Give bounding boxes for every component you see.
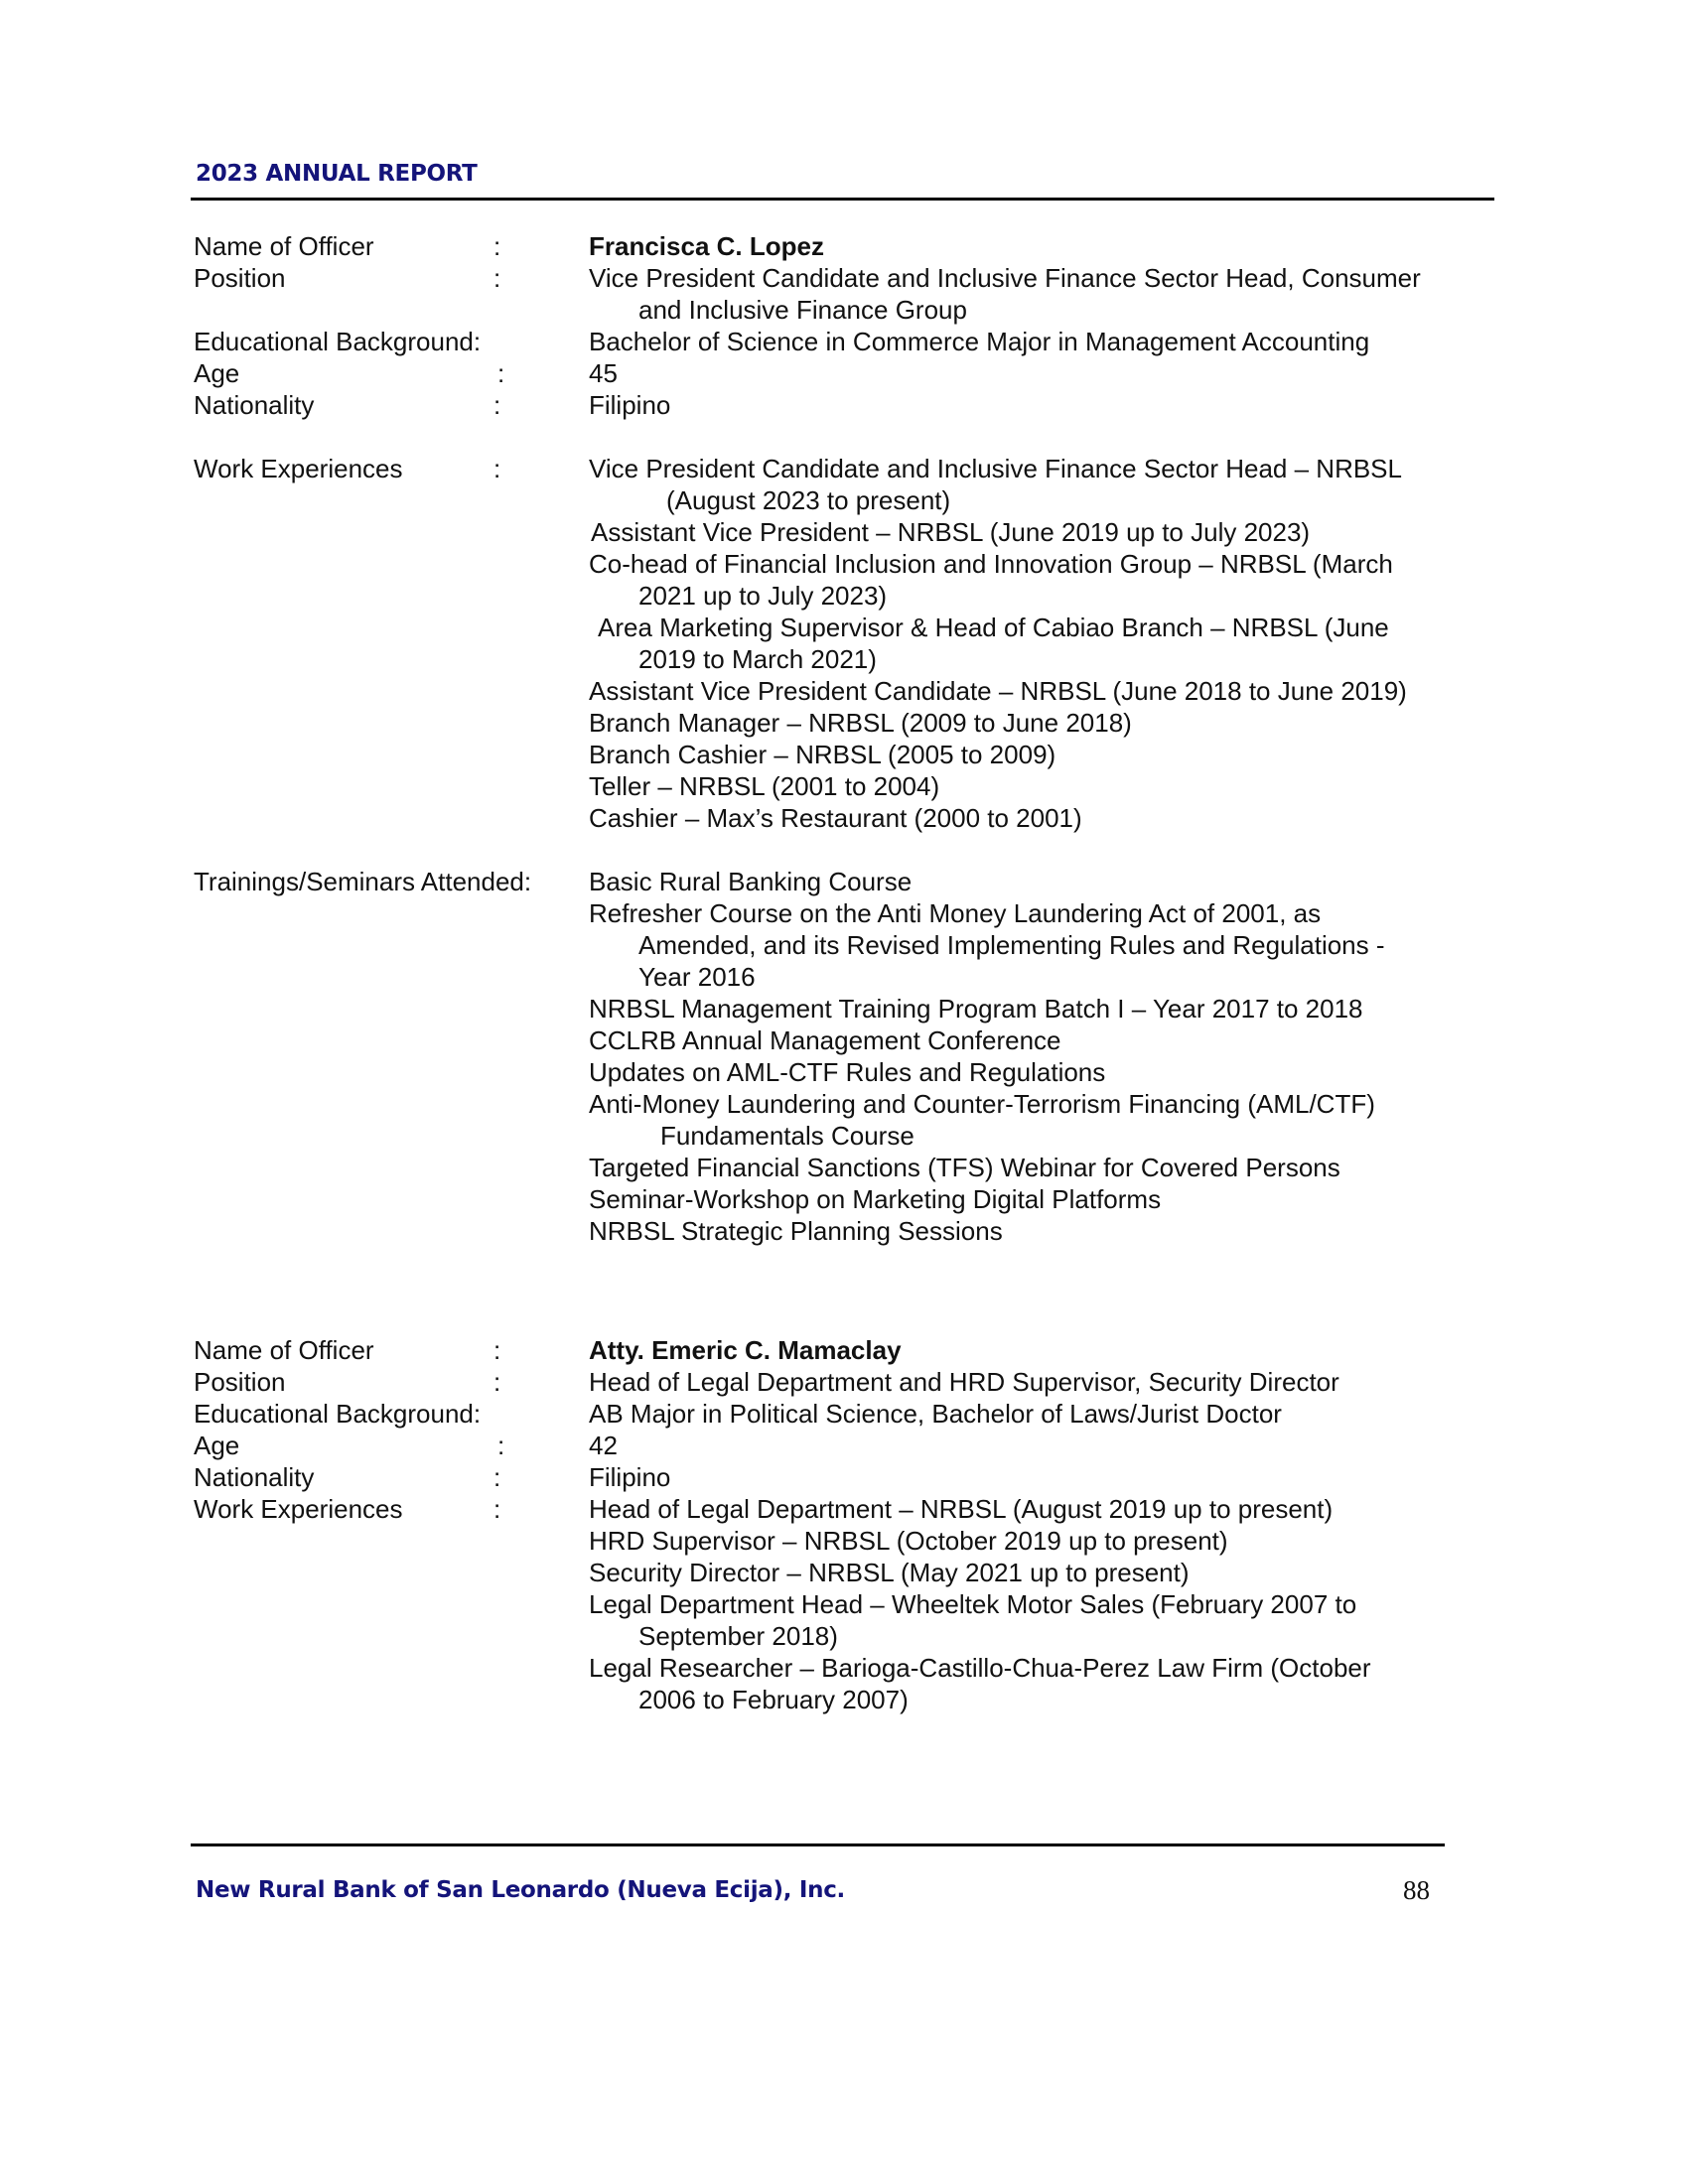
field-label: Trainings/Seminars Attended:: [194, 867, 532, 896]
text-line: 2006 to February 2007): [638, 1685, 909, 1714]
text-line: Updates on AML-CTF Rules and Regulations: [589, 1057, 1106, 1087]
officer-name-row: [194, 230, 1504, 262]
list-item: [589, 1024, 1504, 1056]
officer-nationality: Filipino: [589, 1462, 671, 1492]
text-line: Vice President Candidate and Inclusive Finance Sector Head, Consumer: [589, 263, 1421, 293]
officer-education: Bachelor of Science in Commerce Major in Management Accounting: [589, 327, 1370, 356]
text-line: Head of Legal Department and HRD Supervisor, Security Director: [589, 1367, 1339, 1397]
page-number: 88: [1403, 1875, 1430, 1905]
list-item: [589, 1183, 1504, 1215]
officer-age: 45: [589, 358, 618, 388]
officer-education: AB Major in Political Science, Bachelor of Laws/Jurist Doctor: [589, 1399, 1282, 1429]
field-label: Work Experiences: [194, 454, 403, 483]
officer-nationality-row: [194, 389, 1504, 421]
list-item: [589, 1152, 1504, 1183]
text-line: 2019 to March 2021): [638, 644, 877, 674]
list-item: [589, 897, 1504, 993]
field-label: Age: [194, 358, 240, 388]
text-line: (August 2023 to present): [666, 485, 951, 515]
text-line: HRD Supervisor – NRBSL (October 2019 up to present): [589, 1526, 1228, 1556]
footer-organization-name: New Rural Bank of San Leonardo (Nueva Ecija), Inc.: [196, 1877, 845, 1903]
field-colon: :: [493, 263, 501, 293]
officer-profile-1: [194, 230, 1504, 1247]
list-item: [589, 1215, 1504, 1247]
list-item: [589, 675, 1504, 707]
officer-education-row: [194, 1398, 1504, 1430]
list-item: [589, 453, 1504, 516]
text-line: Fundamentals Course: [660, 1121, 914, 1151]
text-line: Year 2016: [638, 962, 756, 992]
officer-name: Atty. Emeric C. Mamaclay: [589, 1335, 902, 1365]
footer-divider: [191, 1843, 1445, 1846]
officer-work-row: [194, 1493, 1504, 1715]
officer-name: Francisca C. Lopez: [589, 231, 824, 261]
list-item: [589, 802, 1504, 834]
list-item: [589, 1088, 1504, 1152]
field-label: Nationality: [194, 390, 315, 420]
list-item: [589, 1056, 1504, 1088]
field-label: Position: [194, 263, 286, 293]
text-line: Security Director – NRBSL (May 2021 up to present): [589, 1558, 1190, 1587]
list-item: [589, 548, 1504, 612]
officer-name-row: [194, 1334, 1504, 1366]
field-colon: :: [493, 231, 501, 261]
text-line: Teller – NRBSL (2001 to 2004): [589, 771, 940, 801]
text-line: Co-head of Financial Inclusion and Innovation Group – NRBSL (March: [589, 549, 1393, 579]
list-item: [589, 707, 1504, 739]
text-line: Cashier – Max’s Restaurant (2000 to 2001): [589, 803, 1082, 833]
field-colon: :: [493, 454, 501, 483]
field-colon: :: [493, 1494, 501, 1524]
report-header-title: 2023 ANNUAL REPORT: [196, 161, 478, 187]
text-line: Basic Rural Banking Course: [589, 867, 913, 896]
text-line: Refresher Course on the Anti Money Laundering Act of 2001, as: [589, 898, 1322, 928]
field-colon: :: [493, 1335, 501, 1365]
officer-age-row: [194, 1430, 1504, 1461]
list-item: [589, 1652, 1504, 1715]
text-line: Area Marketing Supervisor & Head of Cabiao Branch – NRBSL (June: [598, 613, 1389, 642]
text-line: Anti-Money Laundering and Counter-Terrorism Financing (AML/CTF): [589, 1089, 1375, 1119]
field-label: Nationality: [194, 1462, 315, 1492]
officer-age: 42: [589, 1431, 618, 1460]
text-line: Targeted Financial Sanctions (TFS) Webinar for Covered Persons: [589, 1153, 1340, 1182]
list-item: [589, 993, 1504, 1024]
list-item: [589, 739, 1504, 770]
text-line: Branch Manager – NRBSL (2009 to June 2018): [589, 708, 1132, 738]
officer-position-row: [194, 262, 1504, 326]
list-item: [589, 770, 1504, 802]
work-experience-list: [589, 453, 1504, 834]
officer-position: [589, 1366, 1504, 1398]
field-label: Work Experiences: [194, 1494, 403, 1524]
field-colon: :: [493, 390, 501, 420]
field-colon: :: [497, 1431, 505, 1460]
text-line: NRBSL Management Training Program Batch I – Year 2017 to 2018: [589, 994, 1363, 1024]
field-label: Educational Background:: [194, 327, 482, 356]
text-line: Amended, and its Revised Implementing Rules and Regulations -: [638, 930, 1385, 960]
field-colon: :: [497, 358, 505, 388]
text-line: Assistant Vice President – NRBSL (June 2019 up to July 2023): [591, 517, 1311, 547]
list-item: [589, 516, 1504, 548]
list-item: [589, 866, 1504, 897]
officer-nationality: Filipino: [589, 390, 671, 420]
field-label: Name of Officer: [194, 1335, 374, 1365]
text-line: Branch Cashier – NRBSL (2005 to 2009): [589, 740, 1056, 769]
text-line: September 2018): [638, 1621, 838, 1651]
text-line: CCLRB Annual Management Conference: [589, 1025, 1061, 1055]
officer-trainings-row: [194, 866, 1504, 1247]
field-colon: :: [493, 1367, 501, 1397]
text-line: 2021 up to July 2023): [638, 581, 888, 611]
text-line: Assistant Vice President Candidate – NRBSL (June 2018 to June 2019): [589, 676, 1407, 706]
header-divider: [191, 198, 1494, 201]
field-label: Educational Background:: [194, 1399, 482, 1429]
text-line: Legal Department Head – Wheeltek Motor Sales (February 2007 to: [589, 1589, 1357, 1619]
officer-work-row: [194, 453, 1504, 834]
list-item: [589, 1525, 1504, 1557]
list-item: [589, 1588, 1504, 1652]
officer-nationality-row: [194, 1461, 1504, 1493]
officer-education-row: [194, 326, 1504, 357]
list-item: [589, 1493, 1504, 1525]
field-label: Age: [194, 1431, 240, 1460]
field-label: Name of Officer: [194, 231, 374, 261]
officer-position-row: [194, 1366, 1504, 1398]
field-label: Position: [194, 1367, 286, 1397]
list-item: [589, 1557, 1504, 1588]
trainings-list: [589, 866, 1504, 1247]
text-line: NRBSL Strategic Planning Sessions: [589, 1216, 1003, 1246]
work-experience-list: [589, 1493, 1504, 1715]
officer-position: [589, 262, 1504, 326]
text-line: Seminar-Workshop on Marketing Digital Platforms: [589, 1184, 1162, 1214]
text-line: Legal Researcher – Barioga-Castillo-Chua-Perez Law Firm (October: [589, 1653, 1371, 1683]
text-line: Head of Legal Department – NRBSL (August 2019 up to present): [589, 1494, 1334, 1524]
field-colon: :: [493, 1462, 501, 1492]
officer-age-row: [194, 357, 1504, 389]
list-item: [589, 612, 1504, 675]
officer-profile-2: [194, 1334, 1504, 1715]
text-line: and Inclusive Finance Group: [638, 295, 967, 325]
text-line: Vice President Candidate and Inclusive Finance Sector Head – NRBSL: [589, 454, 1402, 483]
